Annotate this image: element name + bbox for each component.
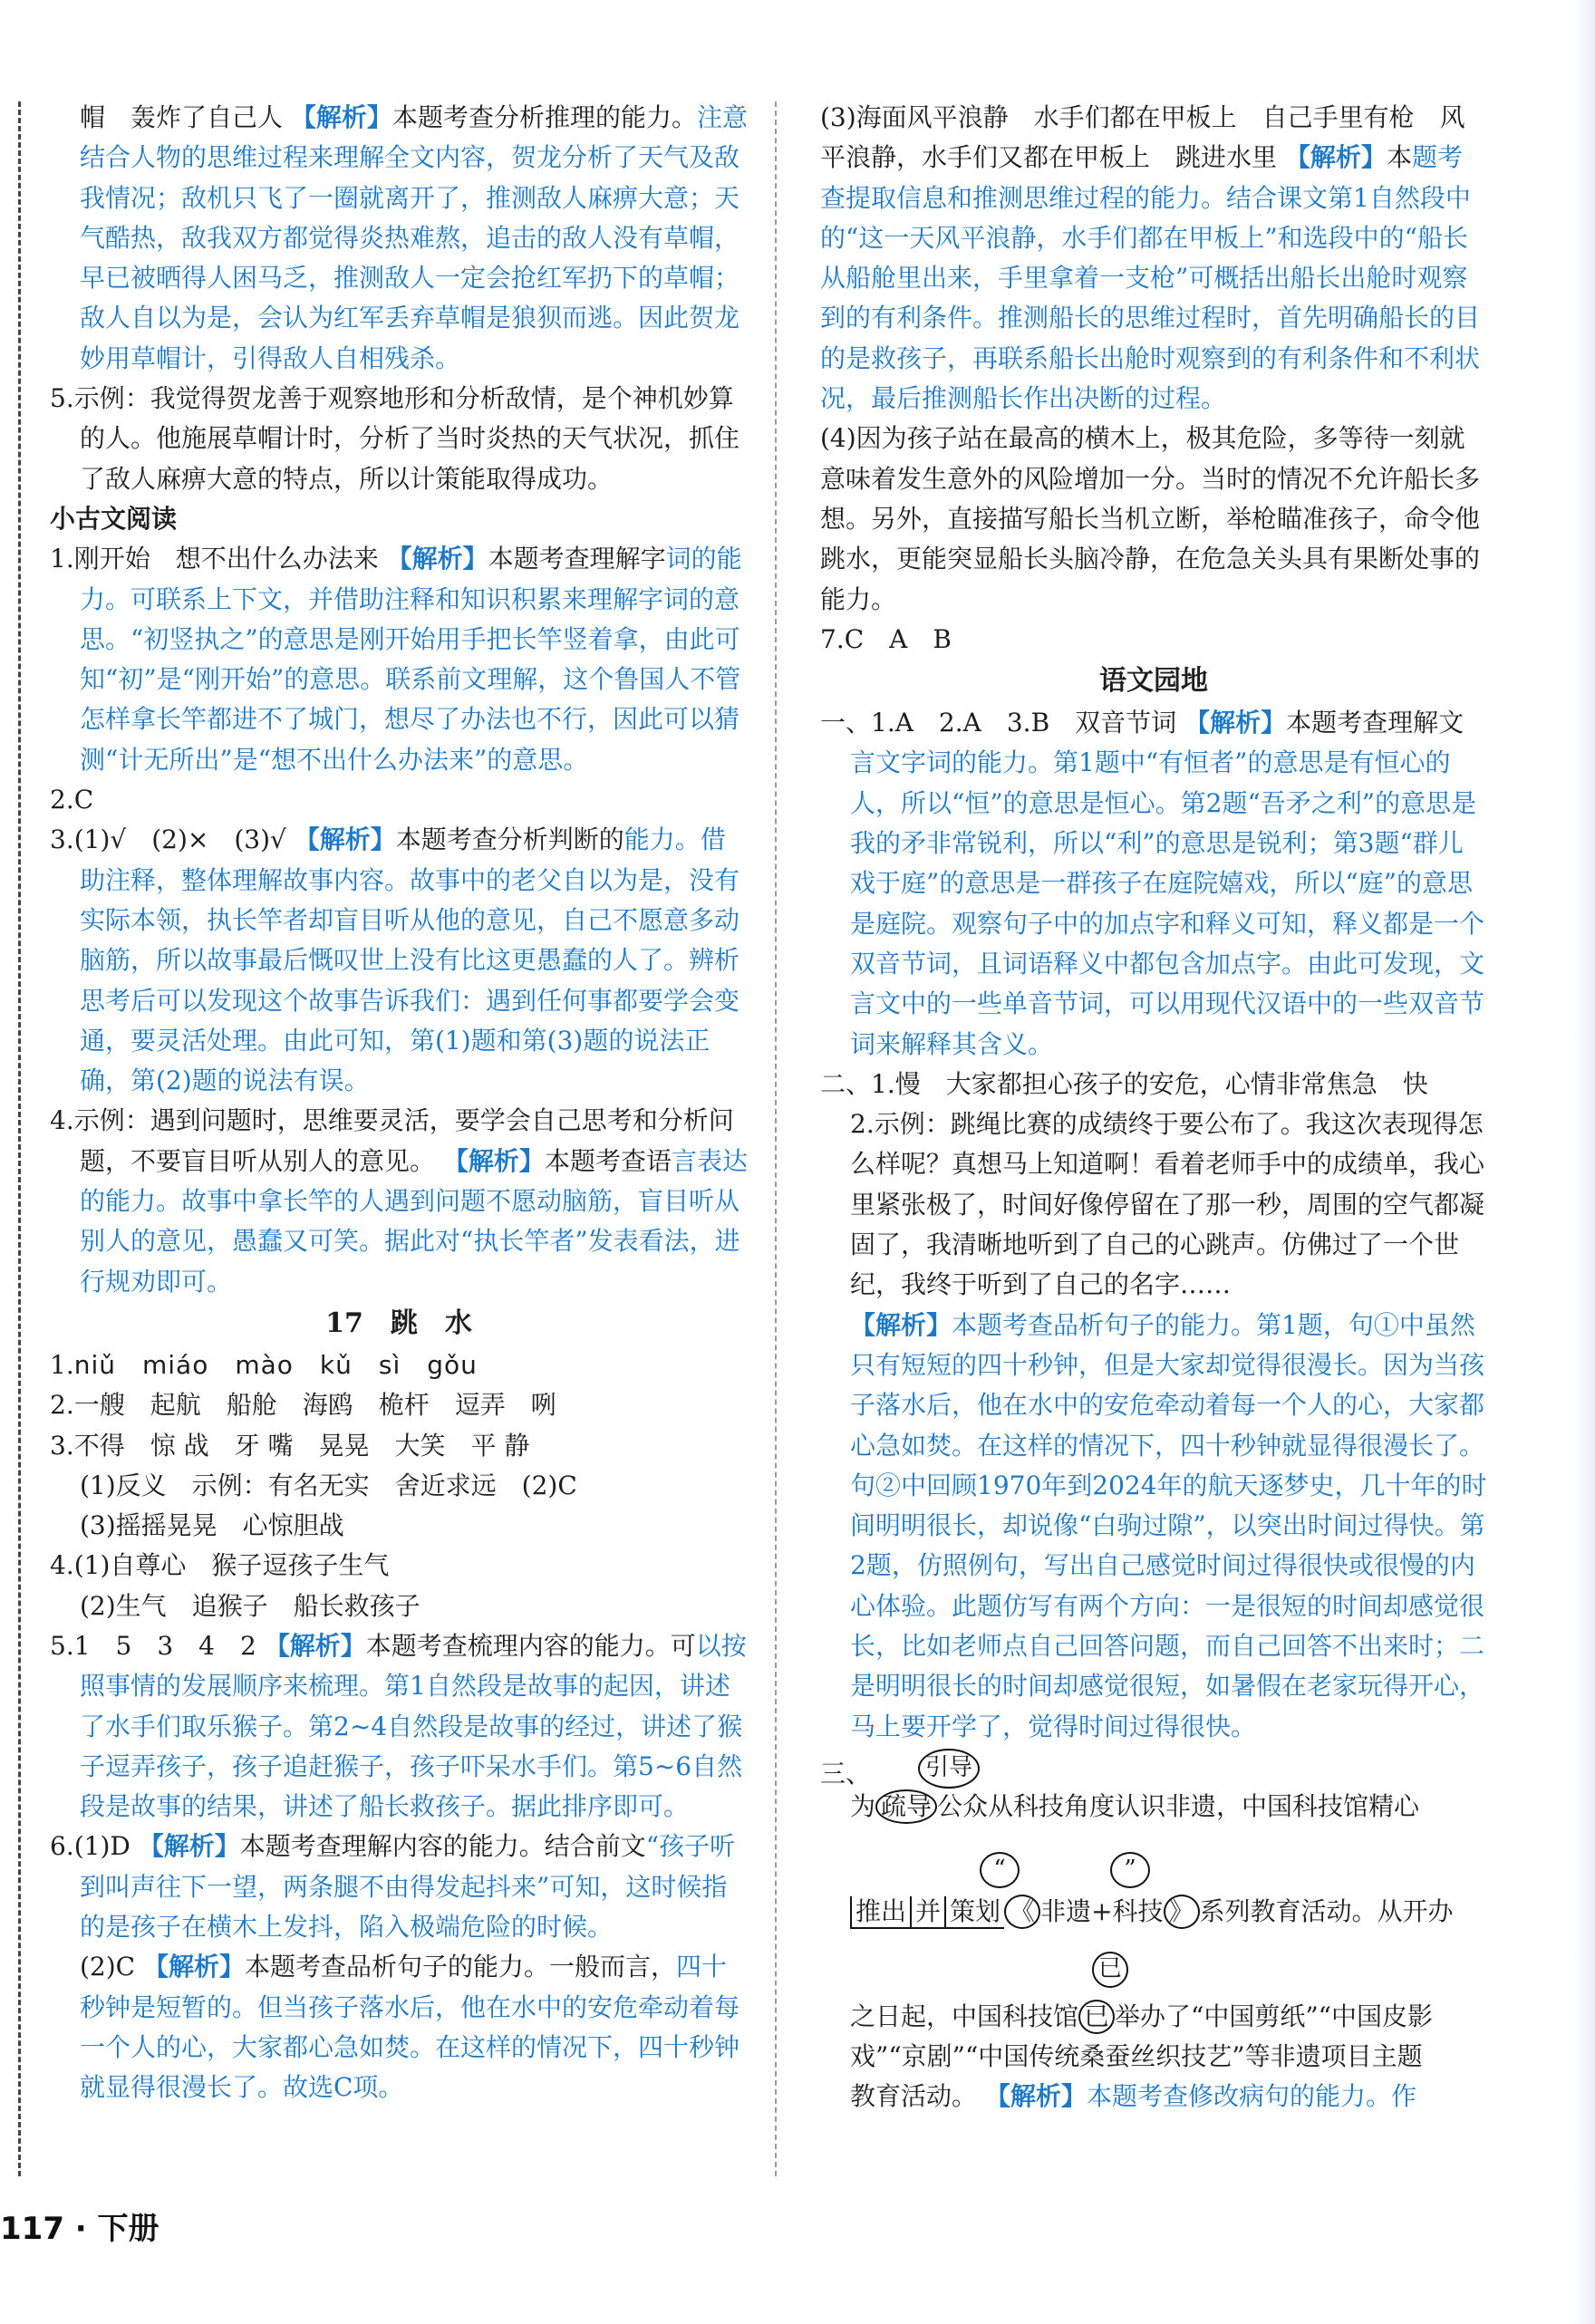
q4-continued: 帽 轰炸了自己人 【解析】本题考查分析推理的能力。注意结合人物的思维过程来理解全文内容，贺龙分析了天气及敌我情况；敌机只飞了一圈就离开了，推测敌人麻痹大意；天气酷热，敌我双方都觉得炎热难熬，追击的敌人没有草帽，早已被晒得人困马乏，推测敌人一定会抢红军扔下的草帽；敌人自以为是，会认为红军丢弃草帽是狼狈而逃。因此贺龙妙用草帽计，引得敌人自相残杀。 [80,102,748,373]
lesson-q3-1: (1)反义 示例：有名无实 舍近求远 (2)C [80,1470,577,1500]
lesson-q3-3: (3)摇摇晃晃 心惊胆战 [80,1510,344,1541]
page-number-footer: 117 · 下册 [0,2211,160,2247]
xgw-q3: 3.(1)√ (2)× (3)√ 【解析】本题考查分析判断的能力。借助注释，整体理解故事内容。故事中的老父自以为是，没有实际本领，执长竿者却盲目听从他的意见，自己不愿意多动脑筋，所以故事最后慨叹世上没有比这更愚蠢的人了。辨析思考后可以发现这个故事告诉我们：遇到任何事都要学会变通，要灵活处理。由此可知，第(1)题和第(3)题的说法正确，第(2)题的说法有误。 [50,824,740,1096]
ringed-word-shudao: 疏导 [875,1789,937,1824]
lesson-q6-4: (4)因为孩子站在最高的横木上，极其危险，多等待一刻就意味着发生意外的风险增加一分。当时的情况不允许船长多想。另外，直接描写船长当机立断，举枪瞄准孩子，命令他跳水，更能突显船长头脑冷静，在危急关头具有果断处事的能力。 [820,423,1481,614]
edit-mark-quote-open: “ [980,1852,1020,1888]
lesson-title: 17 跳 水 [325,1307,472,1339]
column-divider [775,101,777,2176]
left-column [50,98,748,2108]
lesson-q7: 7.C A B [820,623,952,654]
lesson-q4-1: 4.(1)自尊心 猴子逗孩子生气 [50,1550,390,1581]
lesson-q5: 5.1 5 3 4 2 【解析】本题考查梳理内容的能力。可以按照事情的发展顺序来梳理。第1自然段是故事的起因，讲述了水手们取乐猴子。第2~4自然段是故事的经过，讲述了猴子逗弄孩子，孩子追赶猴子，孩子吓呆水手们。第5~6自然段是故事的结果，讲述了船长救孩子。据此排序即可。 [50,1630,747,1822]
edit-mark-yindao: 引导 [918,1749,980,1789]
garden-part2-q1: 二、1.慢 大家都担心孩子的安危，心情非常焦急 快 [820,1068,1428,1099]
edit-line-4: 戏”“京剧”“中国传统桑蚕丝织技艺”等非遗项目主题 [850,2040,1423,2071]
xgw-q2: 2.C [50,785,94,815]
edit-line-1: 为 疏导 公众从科技角度认识非遗，中国科技馆精心 [850,1787,1419,1827]
garden-title: 语文园地 [1099,665,1208,698]
xgw-q1: 1.刚开始 想不出什么办法来 【解析】本题考查理解字词的能力。可联系上下文，并借助注释和知识积累来理解字词的意思。“初竖执之”的意思是刚开始用手把长竿竖着拿，由此可知“初”是“刚开始”的意思。联系前文理解，这个鲁国人不管怎样拿长竿都进不了城门，想尽了办法也不行，因此可以猜测“计无所出”是“想不出什么办法来”的意思。 [50,544,742,775]
edit-line-5: 教育活动。 【解析】本题考查修改病句的能力。作 [850,2080,1416,2111]
lesson-q1: 1.niǔ miáo mào kǔ sì gǒu [50,1349,478,1380]
q5-answer: 5.示例：我觉得贺龙善于观察地形和分析敌情，是个神机妙算的人。他施展草帽计时，分析了当时炎热的天气状况，抓住了敌人麻痹大意的特点，所以计策能取得成功。 [50,383,740,494]
binding-edge-dashes [18,101,21,2176]
section-heading-xgw: 小古文阅读 [50,503,178,534]
lesson-q3: 3.不得 惊 战 牙 嘴 晃晃 大笑 平 静 [50,1430,530,1461]
lesson-q6-3: (3)海面风平浪静 水手们都在甲板上 自己手里有枪 风平浪静，水手们又都在甲板上 跳进水里 【解析】本题考查提取信息和推测思维过程的能力。结合课文第1自然段中的“这一天风平浪静，水手们都在甲板上”和选段中的“船长从船舱里出来，手里拿着一支枪”可概括出船长出舱时观察到的有利条件。推测船长的思维过程时，首先明确船长的目的是救孩子，再联系船长出舱时观察到的有利条件和不利状况，最后推测船长作出决断的过程。 [820,102,1481,414]
lesson-q2: 2.一艘 起航 船舱 海鸥 桅杆 逗弄 咧 [50,1390,556,1421]
garden-part2-analysis: 【解析】本题考查品析句子的能力。第1题，句①中虽然只有短短的四十秒钟，但是大家却觉得很漫长。因为当孩子落水后，他在水中的安危牵动着每一个人的心，大家都心急如焚。在这样的情况下，四十秒钟就显得很漫长了。句②中回顾1970年到2024年的航天逐梦史，几十年的时间明明很长，却说像“白驹过隙”，以突出时间过得快。第2题，仿照例句，写出自己感觉时间过得很快或很慢的内心体验。此题仿写有两个方向：一是很短的时间却感觉很长，比如老师点自己回答问题，而自己回答不出来时；二是明明很长的时间却感觉很短，如暑假在老家玩得开心，马上要开学了，觉得时间过得很快。 [850,1309,1487,1741]
edit-line-3: 之日起，中国科技馆 已 举办了“中国剪纸”“中国皮影 [850,1997,1433,2037]
xgw-q4: 4.示例：遇到问题时，思维要灵活，要学会自己思考和分析问题，不要盲目听从别人的意见。 【解析】本题考查语言表达的能力。故事中拿长竿的人遇到问题不愿动脑筋，盲目听从别人的意见，愚蠢又可笑。据此对“执长竿者”发表看法，进行规劝即可。 [50,1105,748,1297]
garden-part1: 一、1.A 2.A 3.B 双音节词 【解析】本题考查理解文言文字词的能力。第1题中“有恒者”的意思是有恒心的人，所以“恒”的意思是恒心。第2题“吾矛之利”的意思是我的矛非常锐利，所以“利”的意思是锐利；第3题“群儿戏于庭”的意思是一群孩子在庭院嬉戏，所以“庭”的意思是庭院。观察句子中的加点字和释义可知，释义都是一个双音节词，且词语释义中都包含加点字。由此可发现，文言文中的一些单音节词，可以用现代汉语中的一些双音节词来解释其含义。 [820,708,1485,1059]
garden-part2-q2: 2.示例：跳绳比赛的成绩终于要公布了。我这次表现得怎么样呢？真想马上知道啊！看着老师手中的成绩单，我心里紧张极了，时间好像停留在了那一秒，周围的空气都凝固了，我清晰地听到了自己的心跳声。仿佛过了一个世纪，我终于听到了自己的名字…… [850,1109,1485,1300]
lesson-q4-2: (2)生气 追猴子 船长救孩子 [80,1590,420,1621]
lesson-q6-2: (2)C 【解析】本题考查品析句子的能力。一般而言，四十秒钟是短暂的。但当孩子落水后，他在水中的安危牵动着每一个人的心，大家都心急如焚。在这样的情况下，四十秒钟就显得很漫长了。故选C项。 [80,1952,740,2103]
lesson-q6-1: 6.(1)D 【解析】本题考查理解内容的能力。结合前文“孩子听到叫声往下一望，两条腿不由得发起抖来”可知，这时候指的是孩子在横木上发抖，陷入极端危险的时候。 [50,1831,736,1943]
edit-line-2: 推出 并 策划 《 非遗+科技 》 系列教育活动。从开办 [850,1892,1454,1932]
page-edge-shadow [1571,0,1595,2324]
edit-mark-quote-close: ” [1110,1852,1150,1888]
edit-mark-yi: 已 [1092,1952,1128,1988]
part3-label: 三、 [820,1758,872,1789]
right-column [820,98,1487,2127]
garden-part3-editing [820,1747,1487,2127]
